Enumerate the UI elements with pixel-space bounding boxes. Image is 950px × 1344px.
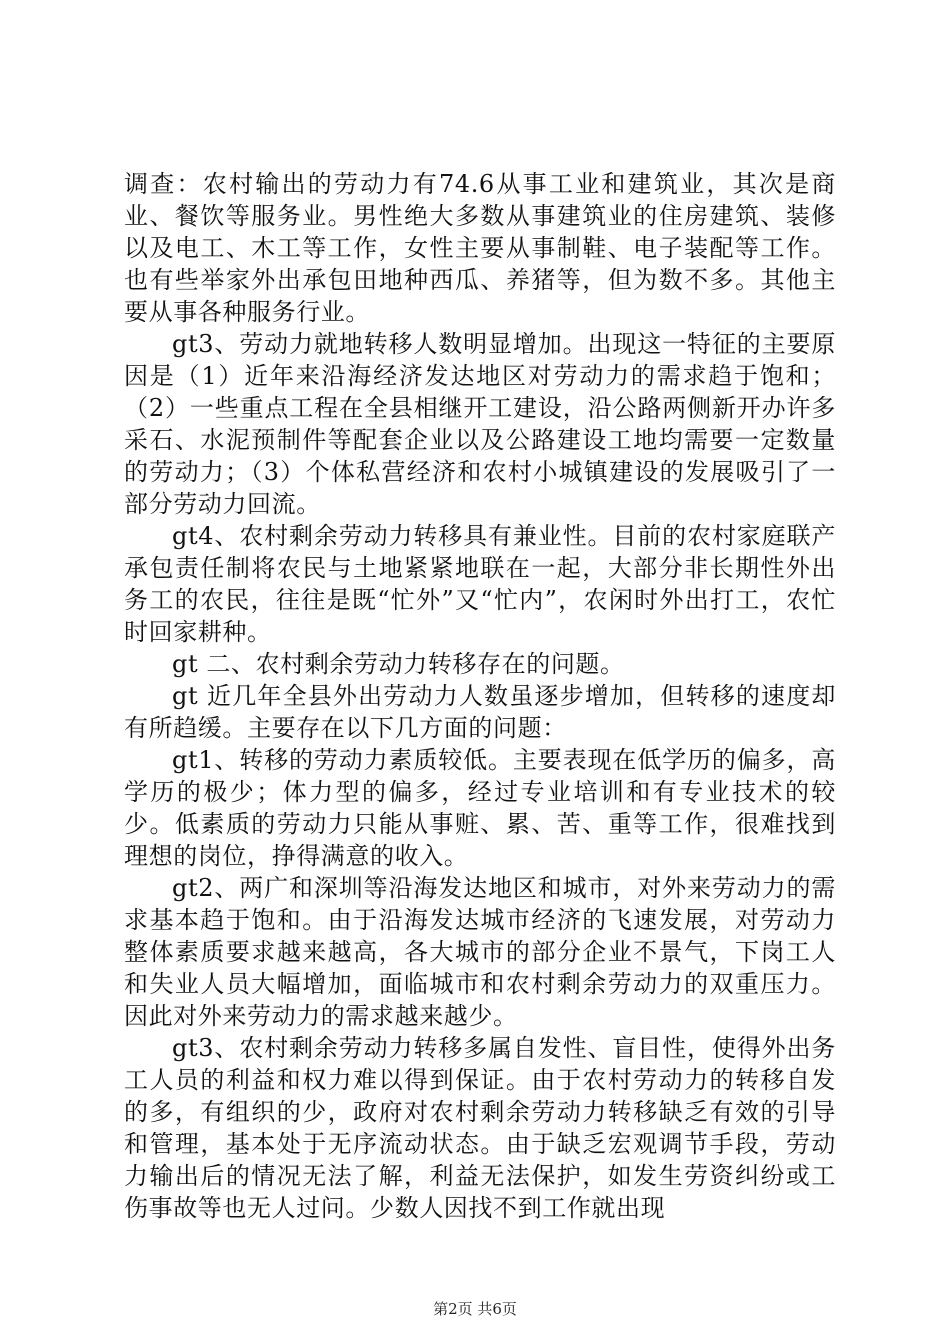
section-heading: gt 二、农村剩余劳动力转移存在的问题。 (172, 650, 625, 678)
paragraph-8: gt3、农村剩余劳动力转移多属自发性、盲目性，使得外出务工人员的利益和权力难以得到保证。由于农村劳动力的转移自发的多，有组织的少，政府对农村剩余劳动力转移缺乏有效的引导和管理，基本处于无序流动状态。由于缺乏宏观调节手段，劳动力输出后的情况无法了解，利益无法保护，如发生劳资纠纷或工伤事故等也无人过问。少数人因找不到工作就出现 (124, 1034, 836, 1222)
paragraph-2: gt3、劳动力就地转移人数明显增加。出现这一特征的主要原因是（1）近年来沿海经济发达地区对劳动力的需求趋于饱和；（2）一些重点工程在全县相继开工建设，沿公路两侧新开办许多采石、水泥预制件等配套企业以及公路建设工地均需要一定数量的劳动力；（3）个体私营经济和农村小城镇建设的发展吸引了一部分劳动力回流。 (124, 330, 836, 518)
paragraph-5: gt 近几年全县外出劳动力人数虽逐步增加，但转移的速度却有所趋缓。主要存在以下几方面的问题： (124, 682, 836, 742)
document-body (124, 168, 836, 1224)
paragraph-3: gt4、农村剩余劳动力转移具有兼业性。目前的农村家庭联产承包责任制将农民与土地紧紧地联在一起，大部分非长期性外出务工的农民，往往是既“忙外”又“忙内”，农闲时外出打工，农忙时回家耕种。 (124, 522, 836, 646)
paragraph-1: 调查：农村输出的劳动力有74.6从事工业和建筑业，其次是商业、餐饮等服务业。男性绝大多数从事建筑业的住房建筑、装修以及电工、木工等工作，女性主要从事制鞋、电子装配等工作。也有些举家外出承包田地种西瓜、养猪等，但为数不多。其他主要从事各种服务行业。 (124, 170, 836, 326)
paragraph-6: gt1、转移的劳动力素质较低。主要表现在低学历的偏多，高学历的极少；体力型的偏多，经过专业培训和有专业技术的较少。低素质的劳动力只能从事赃、累、苦、重等工作，很难找到理想的岗位，挣得满意的收入。 (124, 746, 836, 870)
paragraph-7: gt2、两广和深圳等沿海发达地区和城市，对外来劳动力的需求基本趋于饱和。由于沿海发达城市经济的飞速发展，对劳动力整体素质要求越来越高，各大城市的部分企业不景气，下岗工人和失业人员大幅增加，面临城市和农村剩余劳动力的双重压力。因此对外来劳动力的需求越来越少。 (124, 874, 836, 1030)
page-number-footer: 第2页 共6页 (433, 1300, 517, 1318)
